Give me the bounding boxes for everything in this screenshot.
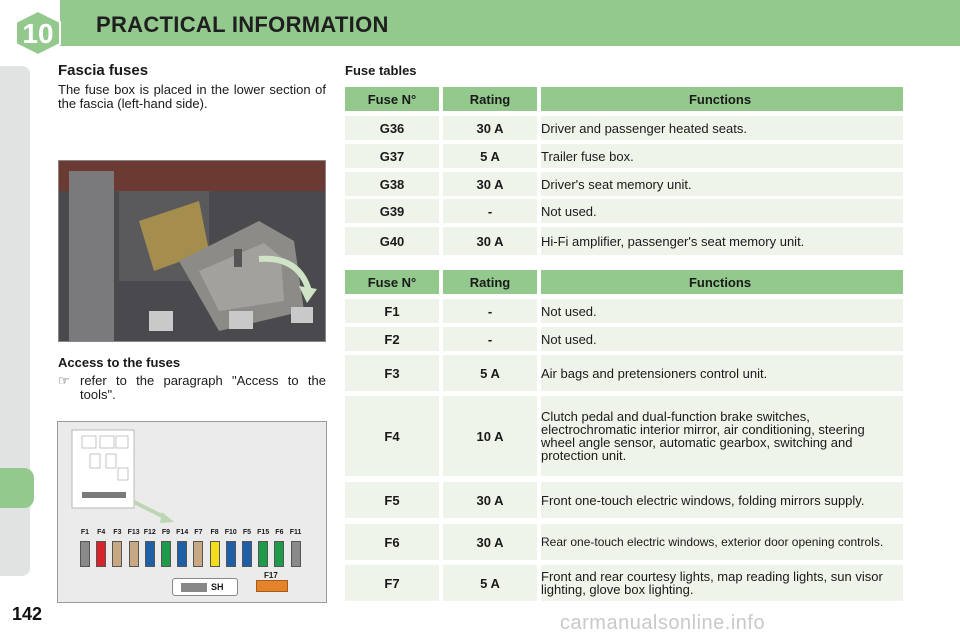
fuse-label: F11 (289, 529, 302, 536)
table-row (345, 172, 903, 196)
cell-rating (443, 199, 537, 223)
cell-function-text: Front and rear courtesy lights, map reading lights, sun visor lighting, glove box lighting. (541, 569, 883, 597)
fascia-photo-illustration (59, 161, 326, 342)
cell-function-text: Trailer fuse box. (541, 148, 634, 164)
pointing-hand-icon: ☞ (58, 373, 70, 388)
cell-function (541, 172, 903, 196)
cell-rating (443, 482, 537, 518)
cell-rating (443, 144, 537, 168)
cell-function-text: Clutch pedal and dual-function brake switches, electrochromatic interior mirror, air conditioning, steering wheel angle sensor, automatic gearbox, switching and protection unit. (541, 409, 865, 463)
watermark: carmanualsonline.info (560, 612, 766, 634)
table-row (345, 355, 903, 391)
fuse-f6 (274, 541, 284, 567)
cell-rating-text: - (487, 203, 493, 219)
cell-fuse (345, 524, 439, 560)
cell-function (541, 299, 903, 323)
cell-fuse-text: F3 (384, 365, 400, 381)
cell-rating-text: 10 A (476, 428, 504, 444)
fuse-label: F1 (80, 529, 90, 536)
cell-function (541, 524, 903, 560)
header-functions: Functions (541, 270, 903, 294)
cell-fuse (345, 227, 439, 255)
header-functions: Functions (541, 87, 903, 111)
cell-rating (443, 355, 537, 391)
cell-fuse (345, 116, 439, 140)
fuse-diagram (57, 421, 327, 603)
cell-rating (443, 524, 537, 560)
tables-title: Fuse tables (345, 63, 417, 78)
fuse-label: F12 (143, 529, 156, 536)
fuse-f14 (177, 541, 187, 567)
table-row (345, 299, 903, 323)
header-rating: Rating (443, 87, 537, 111)
cell-fuse (345, 482, 439, 518)
cell-fuse-text: G40 (379, 233, 405, 249)
table-row (345, 396, 903, 476)
fuse-f12 (145, 541, 155, 567)
fuse-box-photo (58, 160, 326, 342)
table-header (345, 270, 903, 294)
cell-function-text: Rear one-touch electric windows, exterior door opening controls. (541, 534, 884, 549)
cell-function (541, 227, 903, 255)
cell-rating (443, 172, 537, 196)
sh-label: SH (211, 582, 224, 592)
cell-fuse-text: F7 (384, 575, 400, 591)
cell-function-text: Not used. (541, 303, 597, 319)
cell-function-text: Not used. (541, 203, 597, 219)
fuse-label: F9 (161, 529, 171, 536)
cell-fuse (345, 565, 439, 601)
cell-fuse (345, 199, 439, 223)
cell-rating (443, 396, 537, 476)
cell-fuse-text: F2 (384, 331, 400, 347)
fuse-label: F7 (194, 529, 203, 536)
f17-label: F17 (264, 571, 278, 580)
cell-function-text: Front one-touch electric windows, folding mirrors supply. (541, 492, 865, 508)
cell-rating-text: 30 A (476, 120, 504, 136)
fuse-label: F8 (210, 529, 219, 536)
fuse-f7 (193, 541, 203, 567)
fuse-label: F10 (224, 529, 237, 536)
cell-rating-text: 30 A (476, 176, 504, 192)
cell-rating-text: 5 A (480, 575, 500, 591)
cell-rating-text: 5 A (480, 365, 500, 381)
header-rating: Rating (443, 270, 537, 294)
table-row (345, 227, 903, 255)
cell-rating (443, 299, 537, 323)
cell-function-text: Driver and passenger heated seats. (541, 120, 747, 136)
cell-function (541, 396, 903, 476)
cell-fuse-text: G38 (379, 176, 405, 192)
table-row (345, 327, 903, 351)
cell-fuse-text: G37 (379, 148, 405, 164)
fuse-f11 (291, 541, 301, 567)
cell-function (541, 327, 903, 351)
table-row (345, 482, 903, 518)
cell-function-text: Not used. (541, 331, 597, 347)
cell-fuse (345, 172, 439, 196)
cell-rating-text: 5 A (480, 148, 500, 164)
fuse-f1 (80, 541, 90, 567)
fuse-f8 (210, 541, 220, 567)
fuse-f3 (112, 541, 122, 567)
header-fuse: Fuse N° (345, 87, 439, 111)
fuse-label: F14 (176, 529, 189, 536)
cell-rating-text: 30 A (476, 492, 504, 508)
cell-function-text: Hi-Fi amplifier, passenger's seat memory unit. (541, 233, 805, 249)
fuse-f9 (161, 541, 171, 567)
header-fuse: Fuse N° (345, 270, 439, 294)
fuse-label: F13 (127, 529, 140, 536)
access-text: refer to the paragraph "Access to the tools". (80, 373, 326, 402)
fuse-label: F15 (257, 529, 270, 536)
cell-function (541, 144, 903, 168)
cell-fuse-text: F4 (384, 428, 400, 444)
table-header (345, 87, 903, 111)
cell-function-text: Air bags and pretensioners control unit. (541, 365, 768, 381)
cell-rating (443, 565, 537, 601)
cell-fuse-text: G39 (379, 203, 405, 219)
cell-rating-text: - (487, 331, 493, 347)
cell-fuse-text: G36 (379, 120, 405, 136)
fuse-label: F4 (97, 529, 106, 536)
fuse-label: F5 (242, 529, 252, 536)
sh-relay (172, 578, 238, 596)
fuse-label: F3 (113, 529, 122, 536)
table-row (345, 144, 903, 168)
cell-function (541, 482, 903, 518)
cell-rating-text: - (487, 303, 493, 319)
table-row (345, 199, 903, 223)
page-number: 142 (12, 604, 43, 624)
table-row (345, 524, 903, 560)
cell-fuse-text: F6 (384, 534, 400, 550)
cell-fuse (345, 144, 439, 168)
cell-fuse (345, 299, 439, 323)
access-bullet-item (58, 374, 326, 402)
table-row (345, 565, 903, 601)
chapter-side-tab[interactable] (0, 468, 34, 508)
cell-rating (443, 327, 537, 351)
chapter-number: 10 (22, 18, 54, 49)
cell-fuse (345, 327, 439, 351)
fuse-table-f (345, 270, 903, 610)
cell-fuse-text: F5 (384, 492, 400, 508)
cell-function (541, 355, 903, 391)
fuse-f5 (242, 541, 252, 567)
table-row (345, 116, 903, 140)
cell-rating (443, 116, 537, 140)
cell-rating-text: 30 A (476, 233, 504, 249)
fuse-table-g (345, 87, 903, 257)
cell-fuse (345, 396, 439, 476)
cell-function (541, 565, 903, 601)
cell-function (541, 199, 903, 223)
f17-fuse (256, 580, 288, 592)
page-title: PRACTICAL INFORMATION (96, 12, 389, 37)
cell-fuse (345, 355, 439, 391)
fuse-f4 (96, 541, 106, 567)
fuse-label: F6 (275, 529, 284, 536)
section-title: Fascia fuses (58, 62, 149, 79)
cell-rating-text: 30 A (476, 534, 504, 550)
fuse-f10 (226, 541, 236, 567)
fuse-f13 (129, 541, 139, 567)
cell-function-text: Driver's seat memory unit. (541, 176, 692, 192)
fuse-f15 (258, 541, 268, 567)
intro-text: The fuse box is placed in the lower section of the fascia (left-hand side). (58, 82, 326, 111)
cell-rating (443, 227, 537, 255)
cell-function (541, 116, 903, 140)
cell-fuse-text: F1 (384, 303, 400, 319)
fuse-layout-drawing (58, 422, 328, 604)
access-title: Access to the fuses (58, 355, 181, 370)
